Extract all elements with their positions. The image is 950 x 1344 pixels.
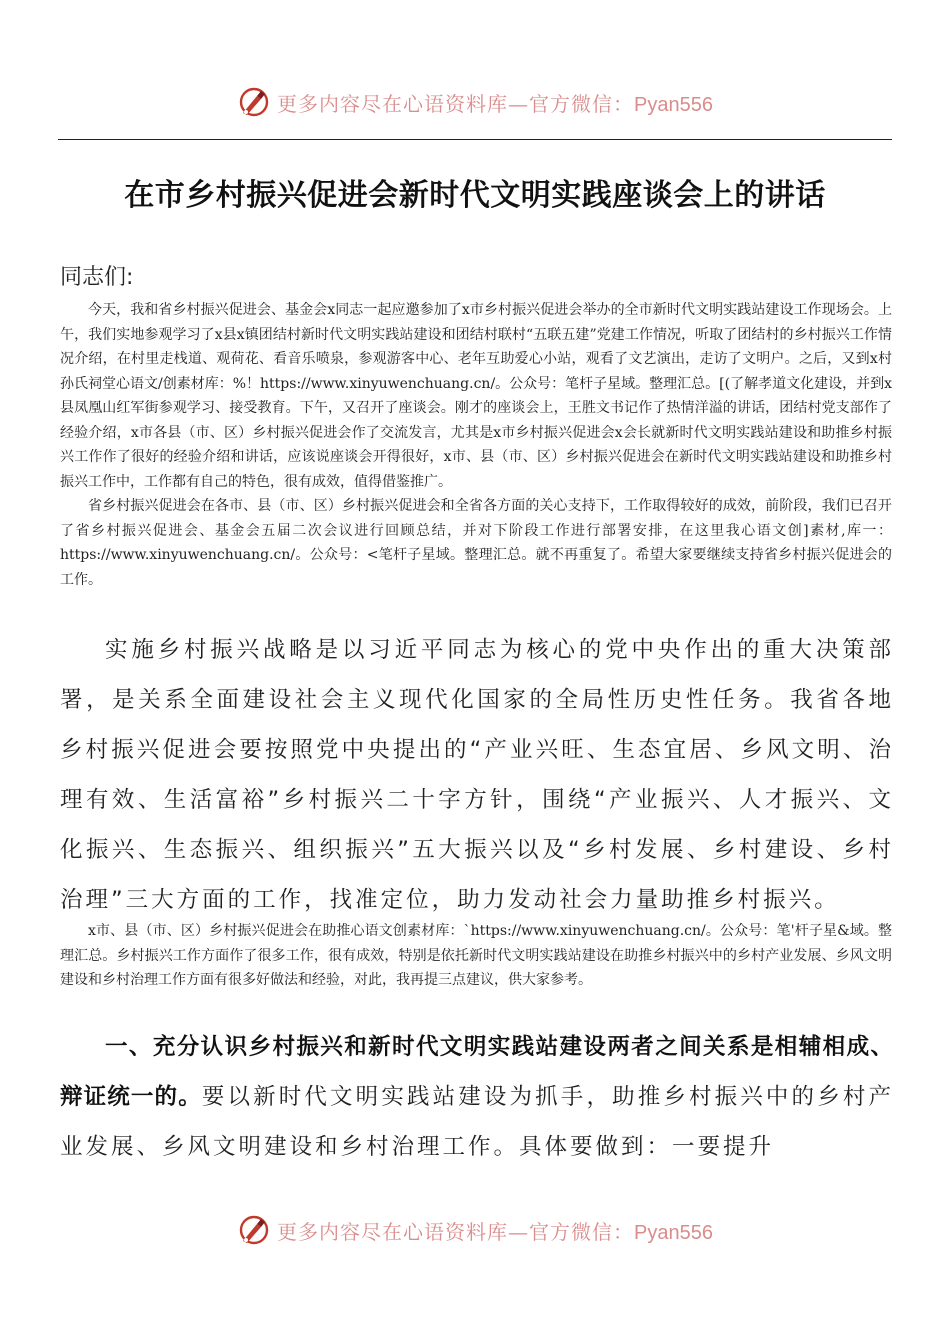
suggestion-intro — [60, 919, 892, 993]
banner-brand: Pyan556 — [634, 93, 713, 116]
paragraph-2: 省乡村振兴促进会在各市、县（市、区）乡村振兴促进会和全省各方面的关心支持下，工作取得较好的成效，前阶段，我们已召开了省乡村振兴促进会、基金会五届二次会议进行回顾总结，并对下阶段工作进行部署安排，在这里我心语文创]素材,库一：https://www.xinyuwenchuang.cn/。公众号：<笔杆子星域。整理汇总。就不再重复了。希望大家要继续支持省乡村振兴促进会的工作。 — [60, 498, 892, 588]
paragraph-1: 今天，我和省乡村振兴促进会、基金会x同志一起应邀参加了x市乡村振兴促进会举办的全市新时代文明实践站建设工作现场会。上午，我们实地参观学习了x县x镇团结村新时代文明实践站建设和团结村联村“五联五建”党建工作情况，听取了团结村的乡村振兴工作情况介绍，在村里走栈道、观荷花、看音乐喷泉，参观游客中心、老年互助爱心小站，观看了文艺演出，走访了文明户。之后，又到x村孙氏祠堂心语文/创素材库：%！https://www.xinyuwenchuang.cn/。公众号：笔杆子星域。整理汇总。[(了解孝道文化建设，并到x县凤凰山红军街参观学习、接受教育。下午，又召开了座谈会。刚才的座谈会上，王胜文书记作了热情洋溢的讲话，团结村党支部作了经验介绍，x市各县（市、区）乡村振兴促进会作了交流发言，尤其是x市乡村振兴促进会x会长就新时代文明实践站建设和助推乡村振兴工作作了很好的经验介绍和讲话，应该说座谈会开得很好，x市、县（市、区）乡村振兴促进会在新时代文明实践站建设和助推乡村振兴工作中，工作都有自己的特色，很有成效，值得借鉴推广。 — [60, 302, 892, 490]
banner-brand: Pyan556 — [634, 1221, 713, 1244]
header-divider — [58, 139, 892, 140]
footer-watermark-banner — [0, 1210, 950, 1250]
banner-text — [277, 88, 713, 117]
banner-text-main: 更多内容尽在心语资料库—官方微信： — [277, 1219, 635, 1244]
document-title: 在市乡村振兴促进会新时代文明实践座谈会上的讲话 — [124, 178, 826, 213]
paragraph-5 — [60, 1022, 894, 1172]
intro-paragraphs — [60, 298, 892, 592]
section-one — [60, 1022, 894, 1172]
section-one-body: 要以新时代文明实践站建设为抓手，助推乡村振兴中的乡村产业发展、乡风文明建设和乡村治理工作。具体要做到：一要提升 — [60, 1084, 894, 1160]
salutation: 同志们: — [60, 265, 134, 290]
banner-text-main: 更多内容尽在心语资料库—官方微信： — [277, 91, 635, 116]
header-watermark-banner — [0, 82, 950, 122]
pen-circle-logo-icon — [237, 1213, 271, 1247]
strategy-paragraph — [60, 625, 894, 925]
section-one-heading: 一、充分认识乡村振兴和新时代文明实践站建设两者之间关系是相辅相成、辩证统一的。 — [60, 1034, 894, 1110]
banner-text — [277, 1216, 713, 1245]
paragraph-3: 实施乡村振兴战略是以习近平同志为核心的党中央作出的重大决策部署，是关系全面建设社会主义现代化国家的全局性历史性任务。我省各地乡村振兴促进会要按照党中央提出的“产业兴旺、生态宜居、乡风文明、治理有效、生活富裕”乡村振兴二十字方针，围绕“产业振兴、人才振兴、文化振兴、生态振兴、组织振兴”五大振兴以及“乡村发展、乡村建设、乡村治理”三大方面的工作，找准定位，助力发动社会力量助推乡村振兴。 — [60, 637, 894, 913]
paragraph-4: x市、县（市、区）乡村振兴促进会在助推心语文创素材库：`https://www.xinyuwenchuang.cn/。公众号：笔'杆子星&域。整理汇总。乡村振兴工作方面作了很多工作，很有成效，特别是依托新时代文明实践站建设在助推乡村振兴中的乡村产业发展、乡风文明建设和乡村治理工作方面有很多好做法和经验，对此，我再提三点建议，供大家参考。 — [60, 923, 892, 988]
pen-circle-logo-icon — [237, 85, 271, 119]
